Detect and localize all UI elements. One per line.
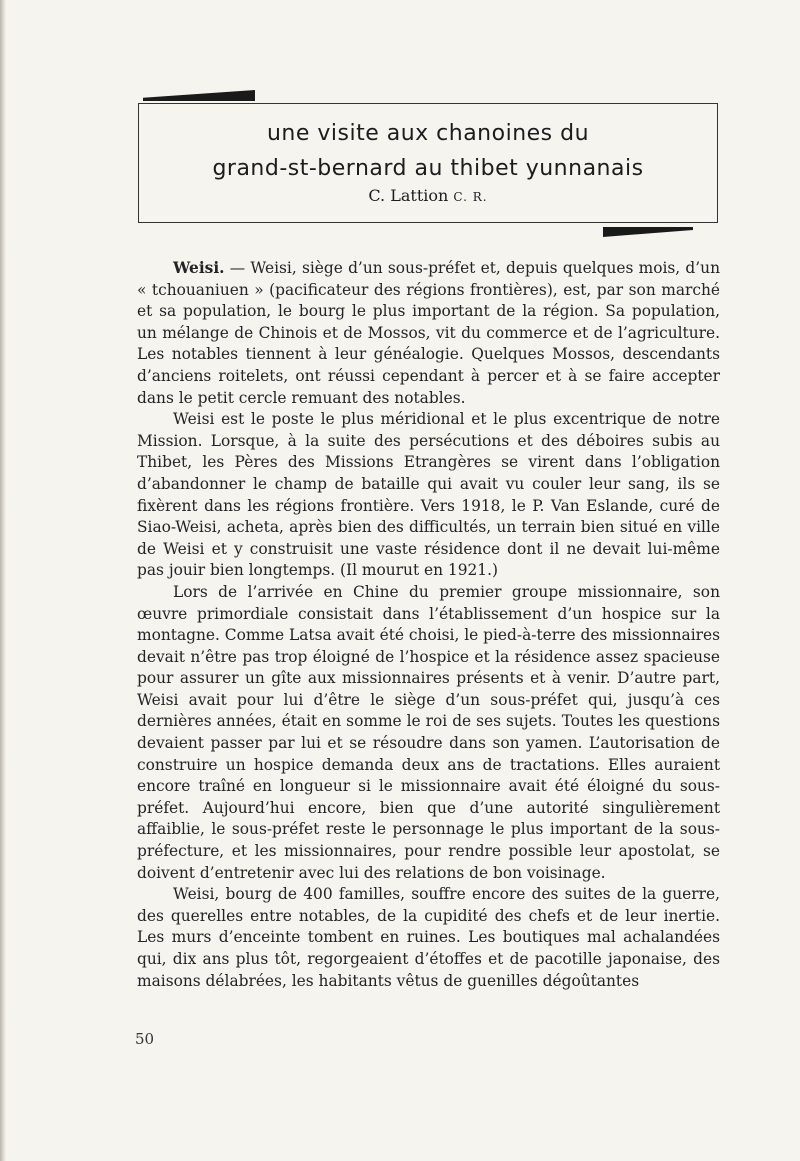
page-number: 50 (135, 1030, 155, 1048)
author-suffix: C. R. (453, 190, 488, 204)
decorative-bar-top (143, 90, 255, 101)
paragraph-1 (137, 258, 720, 409)
article-title-line-1: une visite aux chanoines du (266, 121, 590, 146)
paragraph-lead-word: Weisi. (173, 259, 225, 277)
paragraph-3: Lors de l’arrivée en Chine du premier groupe missionnaire, son œuvre primordiale consistait dans l’établissement d’un hospice sur la montagne. Comme Latsa avait été choisi, le pied-à-terre des missionnaires devait n’être pas trop éloigné de l’hospice et la résidence assez spacieuse pour assurer un gîte aux missionnaires présents et à venir. D’autre part, Weisi avait pour lui d’être le siège d’un sous-préfet qui, jusqu’à ces dernières années, était en somme le roi de ses sujets. Toutes les questions devaient passer par lui et se résoudre dans son yamen. L’autorisation de construire un hospice demanda deux ans de tractations. Elles auraient encore traîné en longueur si le missionnaire avait été éloigné du sous-préfet. Aujourd’hui encore, bien que d’une autorité singulièrement affaiblie, le sous-préfet reste le personnage le plus important de la sous-préfecture, et les missionnaires, pour rendre possible leur apostolat, se doivent d’entretenir avec lui des relations de bon voisinage. (137, 582, 721, 882)
paragraph-2: Weisi est le poste le plus méridional et le plus excentrique de notre Mission. Lorsque, à la suite des persécutions et des déboires subis au Thibet, les Pères des Missions Etrangères se virent dans l’obligation d’abandonner le champ de bataille qui avait vu couler leur sang, ils se fixèrent dans les régions frontière. Vers 1918, le P. Van Eslande, curé de Siao-Weisi, acheta, après bien des difficultés, un terrain bien situé en ville de Weisi et y construisit une vaste résidence dont il ne devait lui-même pas jouir bien longtemps. (Il mourut en 1921.) (137, 410, 720, 580)
article-title-line-2: grand-st-bernard au thibet yunnanais (212, 156, 644, 181)
article-author (138, 186, 718, 205)
paragraph-text: — Weisi, siège d’un sous-préfet et, depuis quelques mois, d’un « tchouaniuen » (pacificateur des régions frontières), est, par son marché et sa population, le bourg le plus important de la région. Sa population, un mélange de Chinois et de Mossos, vit du commerce et de l’agriculture. Les notables tiennent à leur généalogie. Quelques Mossos, descendants d’anciens roitelets, ont réussi cependant à percer et à se faire accepter dans le petit cercle remuant des notables. (137, 259, 720, 407)
paragraph-4: Weisi, bourg de 400 familles, souffre encore des suites de la guerre, des querelles entre notables, de la cupidité des chefs et de leur inertie. Les murs d’enceinte tombent en ruines. Les boutiques mal achalandées qui, dix ans plus tôt, regorgeaient d’étoffes et de pacotille japonaise, des maisons délabrées, les habitants vêtus de guenilles dégoûtantes (137, 885, 720, 990)
page-edge-shadow (0, 0, 6, 1161)
article-body (137, 258, 720, 992)
decorative-bar-bottom (603, 227, 693, 237)
author-name: C. Lattion (368, 186, 449, 205)
